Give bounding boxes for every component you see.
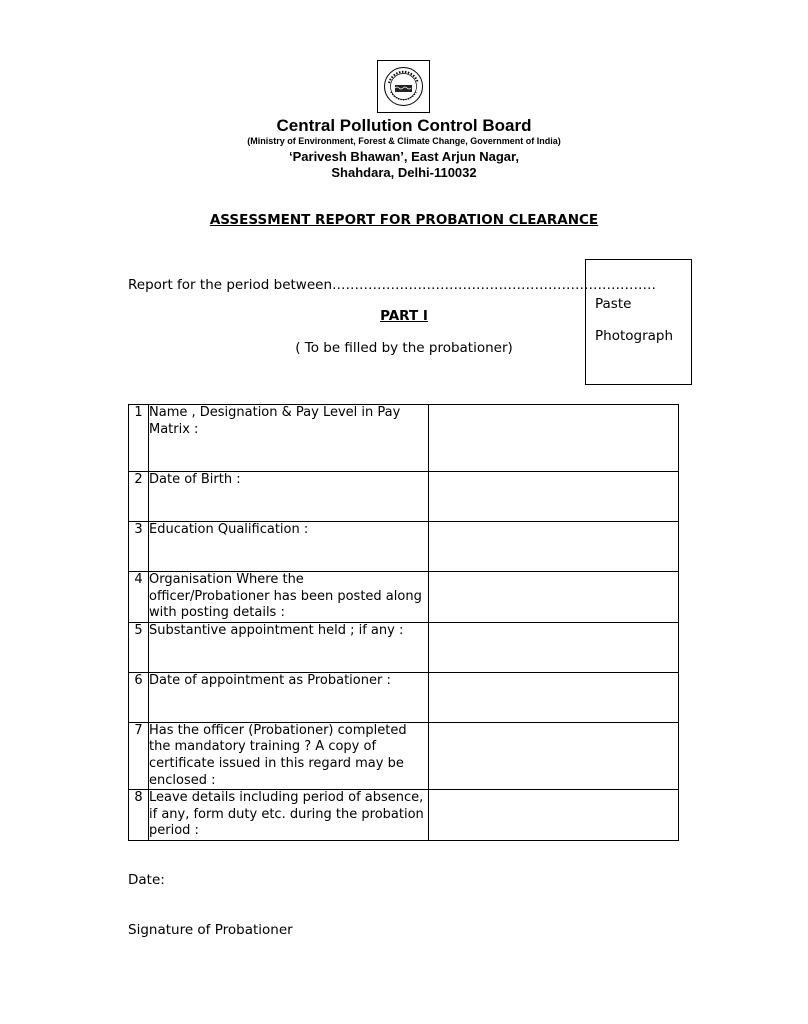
- row-value-cell[interactable]: [429, 572, 679, 623]
- row-number: 4: [129, 572, 149, 623]
- row-label: Leave details including period of absence, if any, form duty etc. during the probation period :: [149, 790, 429, 841]
- address-line-1: ‘Parivesh Bhawan’, East Arjun Nagar,: [289, 149, 519, 164]
- row-number: 3: [129, 522, 149, 572]
- row-number: 7: [129, 722, 149, 789]
- cpcb-emblem-icon: [378, 61, 429, 112]
- table-row: [129, 472, 679, 522]
- row-number: 5: [129, 622, 149, 672]
- row-value-cell[interactable]: [429, 405, 679, 472]
- row-value-cell[interactable]: [429, 522, 679, 572]
- table-row: [129, 522, 679, 572]
- row-label: Education Qualification :: [149, 522, 429, 572]
- row-label: Date of appointment as Probationer :: [149, 672, 429, 722]
- part-title: PART I: [380, 308, 428, 324]
- row-label: Name , Designation & Pay Level in Pay Matrix :: [149, 405, 429, 472]
- row-number: 2: [129, 472, 149, 522]
- row-number: 6: [129, 672, 149, 722]
- row-value-cell[interactable]: [429, 790, 679, 841]
- cpcb-logo: [377, 60, 430, 113]
- table-row: [129, 572, 679, 623]
- signature-label: Signature of Probationer: [128, 922, 293, 938]
- photo-box-label-paste: Paste: [595, 296, 632, 312]
- table-row: [129, 622, 679, 672]
- report-title: ASSESSMENT REPORT FOR PROBATION CLEARANCE: [209, 212, 599, 228]
- row-value-cell[interactable]: [429, 472, 679, 522]
- photo-box[interactable]: [585, 259, 692, 385]
- address-line-2: Shahdara, Delhi-110032: [331, 165, 477, 180]
- probationer-details-table: [128, 404, 679, 841]
- row-value-cell[interactable]: [429, 622, 679, 672]
- table-row: [129, 722, 679, 789]
- row-label: Has the officer (Probationer) completed the mandatory training ? A copy of certificate issued in this regard may be enclosed :: [149, 722, 429, 789]
- table-row: [129, 672, 679, 722]
- row-value-cell[interactable]: [429, 722, 679, 789]
- row-label: Substantive appointment held ; if any :: [149, 622, 429, 672]
- row-value-cell[interactable]: [429, 672, 679, 722]
- photo-box-label-photograph: Photograph: [595, 328, 674, 344]
- table-row: [129, 790, 679, 841]
- table-row: [129, 405, 679, 472]
- row-label: Organisation Where the officer/Probationer has been posted along with posting details :: [149, 572, 429, 623]
- org-title: Central Pollution Control Board: [276, 116, 532, 135]
- ministry-line: (Ministry of Environment, Forest & Climate Change, Government of India): [247, 136, 561, 146]
- part-subtitle: ( To be filled by the probationer): [295, 340, 513, 356]
- row-label: Date of Birth :: [149, 472, 429, 522]
- row-number: 8: [129, 790, 149, 841]
- row-number: 1: [129, 405, 149, 472]
- date-label: Date:: [128, 872, 165, 888]
- report-period-field[interactable]: Report for the period between………………………………………………………………: [128, 277, 657, 293]
